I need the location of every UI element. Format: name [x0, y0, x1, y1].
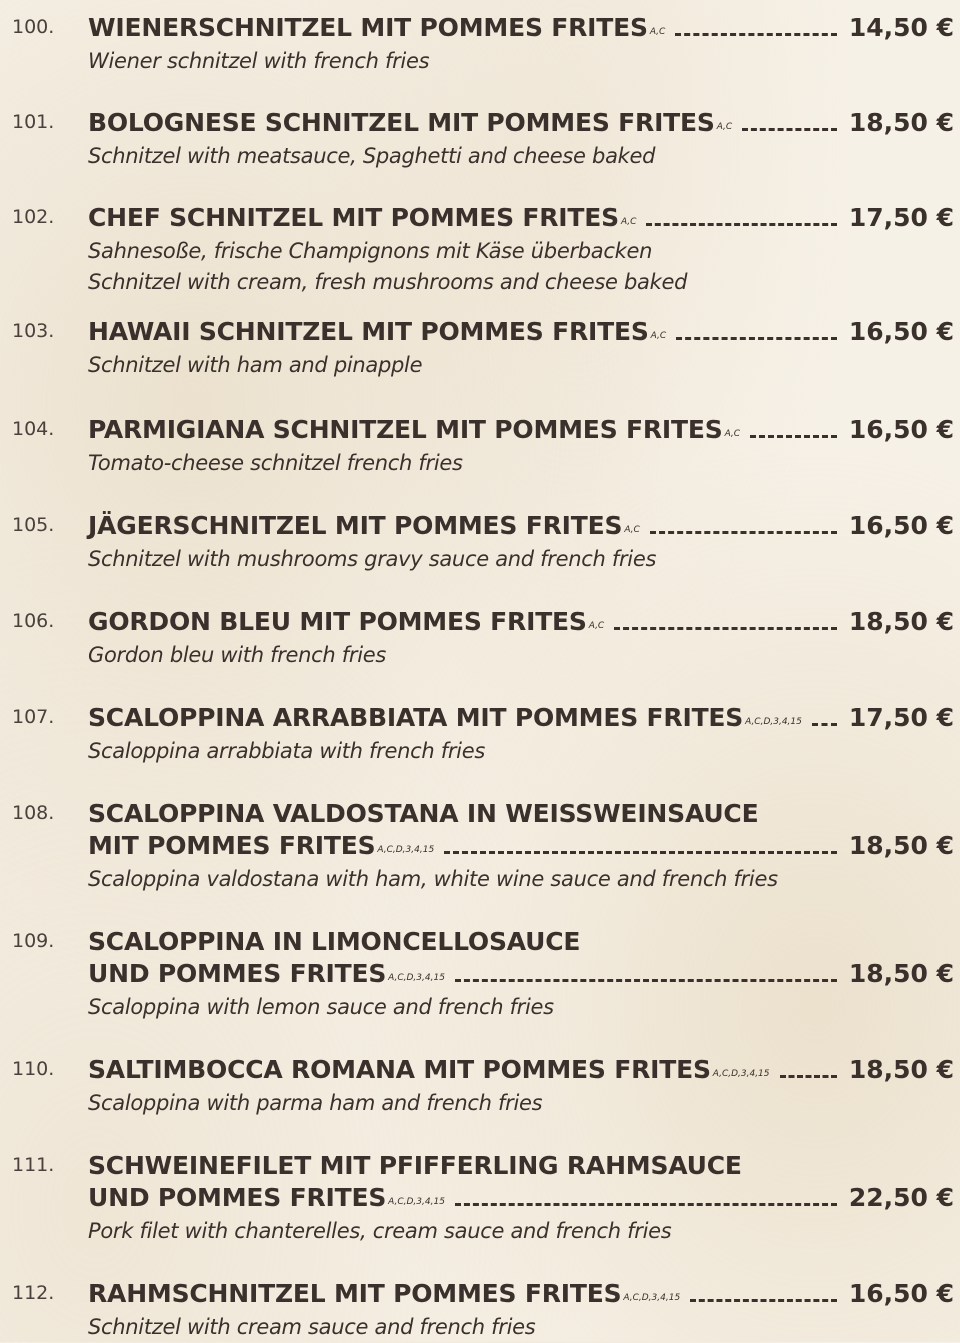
item-title-line: [88, 510, 954, 542]
item-description: Schnitzel with cream, fresh mushrooms and cheese baked: [88, 270, 688, 294]
item-name: SCHWEINEFILET MIT PFIFFERLING RAHMSAUCE: [88, 1151, 742, 1180]
item-price: 18,50 €: [848, 831, 954, 860]
item-description: Gordon bleu with french fries: [88, 643, 387, 667]
item-number: 100.: [12, 16, 55, 38]
item-title-line: [88, 958, 954, 990]
allergen-codes: A,C,D,3,4,15: [388, 1197, 445, 1207]
item-title-line: [88, 1182, 954, 1214]
allergen-codes: A,C,D,3,4,15: [623, 1293, 681, 1303]
item-number: 109.: [12, 930, 55, 952]
item-number: 107.: [12, 706, 55, 728]
dotted-leader: [444, 851, 837, 854]
item-number: 110.: [12, 1058, 55, 1080]
item-price: 16,50 €: [848, 415, 954, 444]
dotted-leader: [812, 723, 837, 726]
item-name: WIENERSCHNITZEL MIT POMMES FRITES: [88, 13, 648, 42]
allergen-codes: A,C: [649, 27, 666, 37]
item-title-line: [88, 1054, 954, 1086]
item-description: Sahnesoße, frische Champignons mit Käse überbacken: [88, 239, 653, 263]
item-number: 105.: [12, 514, 55, 536]
item-price: 18,50 €: [848, 959, 954, 988]
item-title-line: [88, 798, 954, 830]
item-name: CHEF SCHNITZEL MIT POMMES FRITES: [88, 203, 619, 232]
item-name: UND POMMES FRITES: [88, 1183, 387, 1212]
item-description: Schnitzel with ham and pinapple: [88, 353, 423, 377]
item-title-line: [88, 702, 954, 734]
item-name: SALTIMBOCCA ROMANA MIT POMMES FRITES: [88, 1055, 711, 1084]
item-description: Schnitzel with mushrooms gravy sauce and french fries: [88, 547, 657, 571]
item-name: BOLOGNESE SCHNITZEL MIT POMMES FRITES: [88, 108, 715, 137]
dotted-leader: [646, 223, 836, 226]
item-title-line: [88, 316, 954, 348]
item-name: RAHMSCHNITZEL MIT POMMES FRITES: [88, 1279, 622, 1308]
allergen-codes: A,C: [588, 621, 605, 631]
dotted-leader: [675, 33, 837, 36]
item-number: 108.: [12, 802, 55, 824]
allergen-codes: A,C: [650, 331, 667, 341]
item-title-line: [88, 926, 954, 958]
item-price: 18,50 €: [848, 108, 954, 137]
item-name: SCALOPPINA ARRABBIATA MIT POMMES FRITES: [88, 703, 744, 732]
dotted-leader: [676, 337, 837, 340]
dotted-leader: [750, 435, 837, 438]
item-price: 18,50 €: [848, 607, 954, 636]
item-title-line: [88, 12, 954, 44]
dotted-leader: [614, 627, 837, 630]
item-name: MIT POMMES FRITES: [88, 831, 376, 860]
dotted-leader: [455, 1203, 837, 1206]
item-price: 16,50 €: [848, 1279, 954, 1308]
item-price: 22,50 €: [848, 1183, 954, 1212]
item-name: UND POMMES FRITES: [88, 959, 387, 988]
item-description: Wiener schnitzel with french fries: [88, 49, 430, 73]
dotted-leader: [690, 1299, 837, 1302]
item-name: SCALOPPINA VALDOSTANA IN WEISSWEINSAUCE: [88, 799, 759, 828]
dotted-leader: [455, 979, 837, 982]
item-price: 18,50 €: [848, 1055, 954, 1084]
item-description: Scaloppina arrabbiata with french fries: [88, 739, 485, 763]
allergen-codes: A,C: [620, 217, 637, 227]
item-description: Scaloppina with parma ham and french fries: [88, 1091, 543, 1115]
item-number: 101.: [12, 111, 55, 133]
dotted-leader: [780, 1075, 837, 1078]
item-price: 16,50 €: [848, 511, 954, 540]
allergen-codes: A,C: [716, 122, 733, 132]
item-price: 17,50 €: [848, 203, 954, 232]
item-name: JÄGERSCHNITZEL MIT POMMES FRITES: [88, 511, 623, 540]
item-description: Pork filet with chanterelles, cream sauce and french fries: [88, 1219, 672, 1243]
item-number: 103.: [12, 320, 55, 342]
item-title-line: [88, 606, 954, 638]
allergen-codes: A,C,D,3,4,15: [712, 1069, 770, 1079]
item-price: 17,50 €: [848, 703, 954, 732]
item-title-line: [88, 414, 954, 446]
item-name: GORDON BLEU MIT POMMES FRITES: [88, 607, 587, 636]
item-description: Schnitzel with cream sauce and french fries: [88, 1315, 536, 1339]
dotted-leader: [742, 128, 837, 131]
item-description: Tomato-cheese schnitzel french fries: [88, 451, 463, 475]
item-number: 102.: [12, 206, 55, 228]
allergen-codes: A,C,D,3,4,15: [388, 973, 445, 983]
item-title-line: [88, 107, 954, 139]
item-number: 112.: [12, 1282, 55, 1304]
allergen-codes: A,C: [724, 429, 741, 439]
item-title-line: [88, 1150, 954, 1182]
item-title-line: [88, 830, 954, 862]
allergen-codes: A,C,D,3,4,15: [377, 845, 435, 855]
item-price: 16,50 €: [848, 317, 954, 346]
item-description: Scaloppina valdostana with ham, white wine sauce and french fries: [88, 867, 778, 891]
item-name: HAWAII SCHNITZEL MIT POMMES FRITES: [88, 317, 649, 346]
item-name: SCALOPPINA IN LIMONCELLOSAUCE: [88, 927, 581, 956]
item-number: 104.: [12, 418, 55, 440]
item-description: Scaloppina with lemon sauce and french fries: [88, 995, 554, 1019]
allergen-codes: A,C: [624, 525, 640, 535]
item-title-line: [88, 1278, 954, 1310]
dotted-leader: [650, 531, 837, 534]
item-number: 106.: [12, 610, 55, 632]
allergen-codes: A,C,D,3,4,15: [745, 717, 802, 727]
item-description: Schnitzel with meatsauce, Spaghetti and cheese baked: [88, 144, 656, 168]
item-number: 111.: [12, 1154, 55, 1176]
item-name: PARMIGIANA SCHNITZEL MIT POMMES FRITES: [88, 415, 723, 444]
item-title-line: [88, 202, 954, 234]
item-price: 14,50 €: [848, 13, 954, 42]
